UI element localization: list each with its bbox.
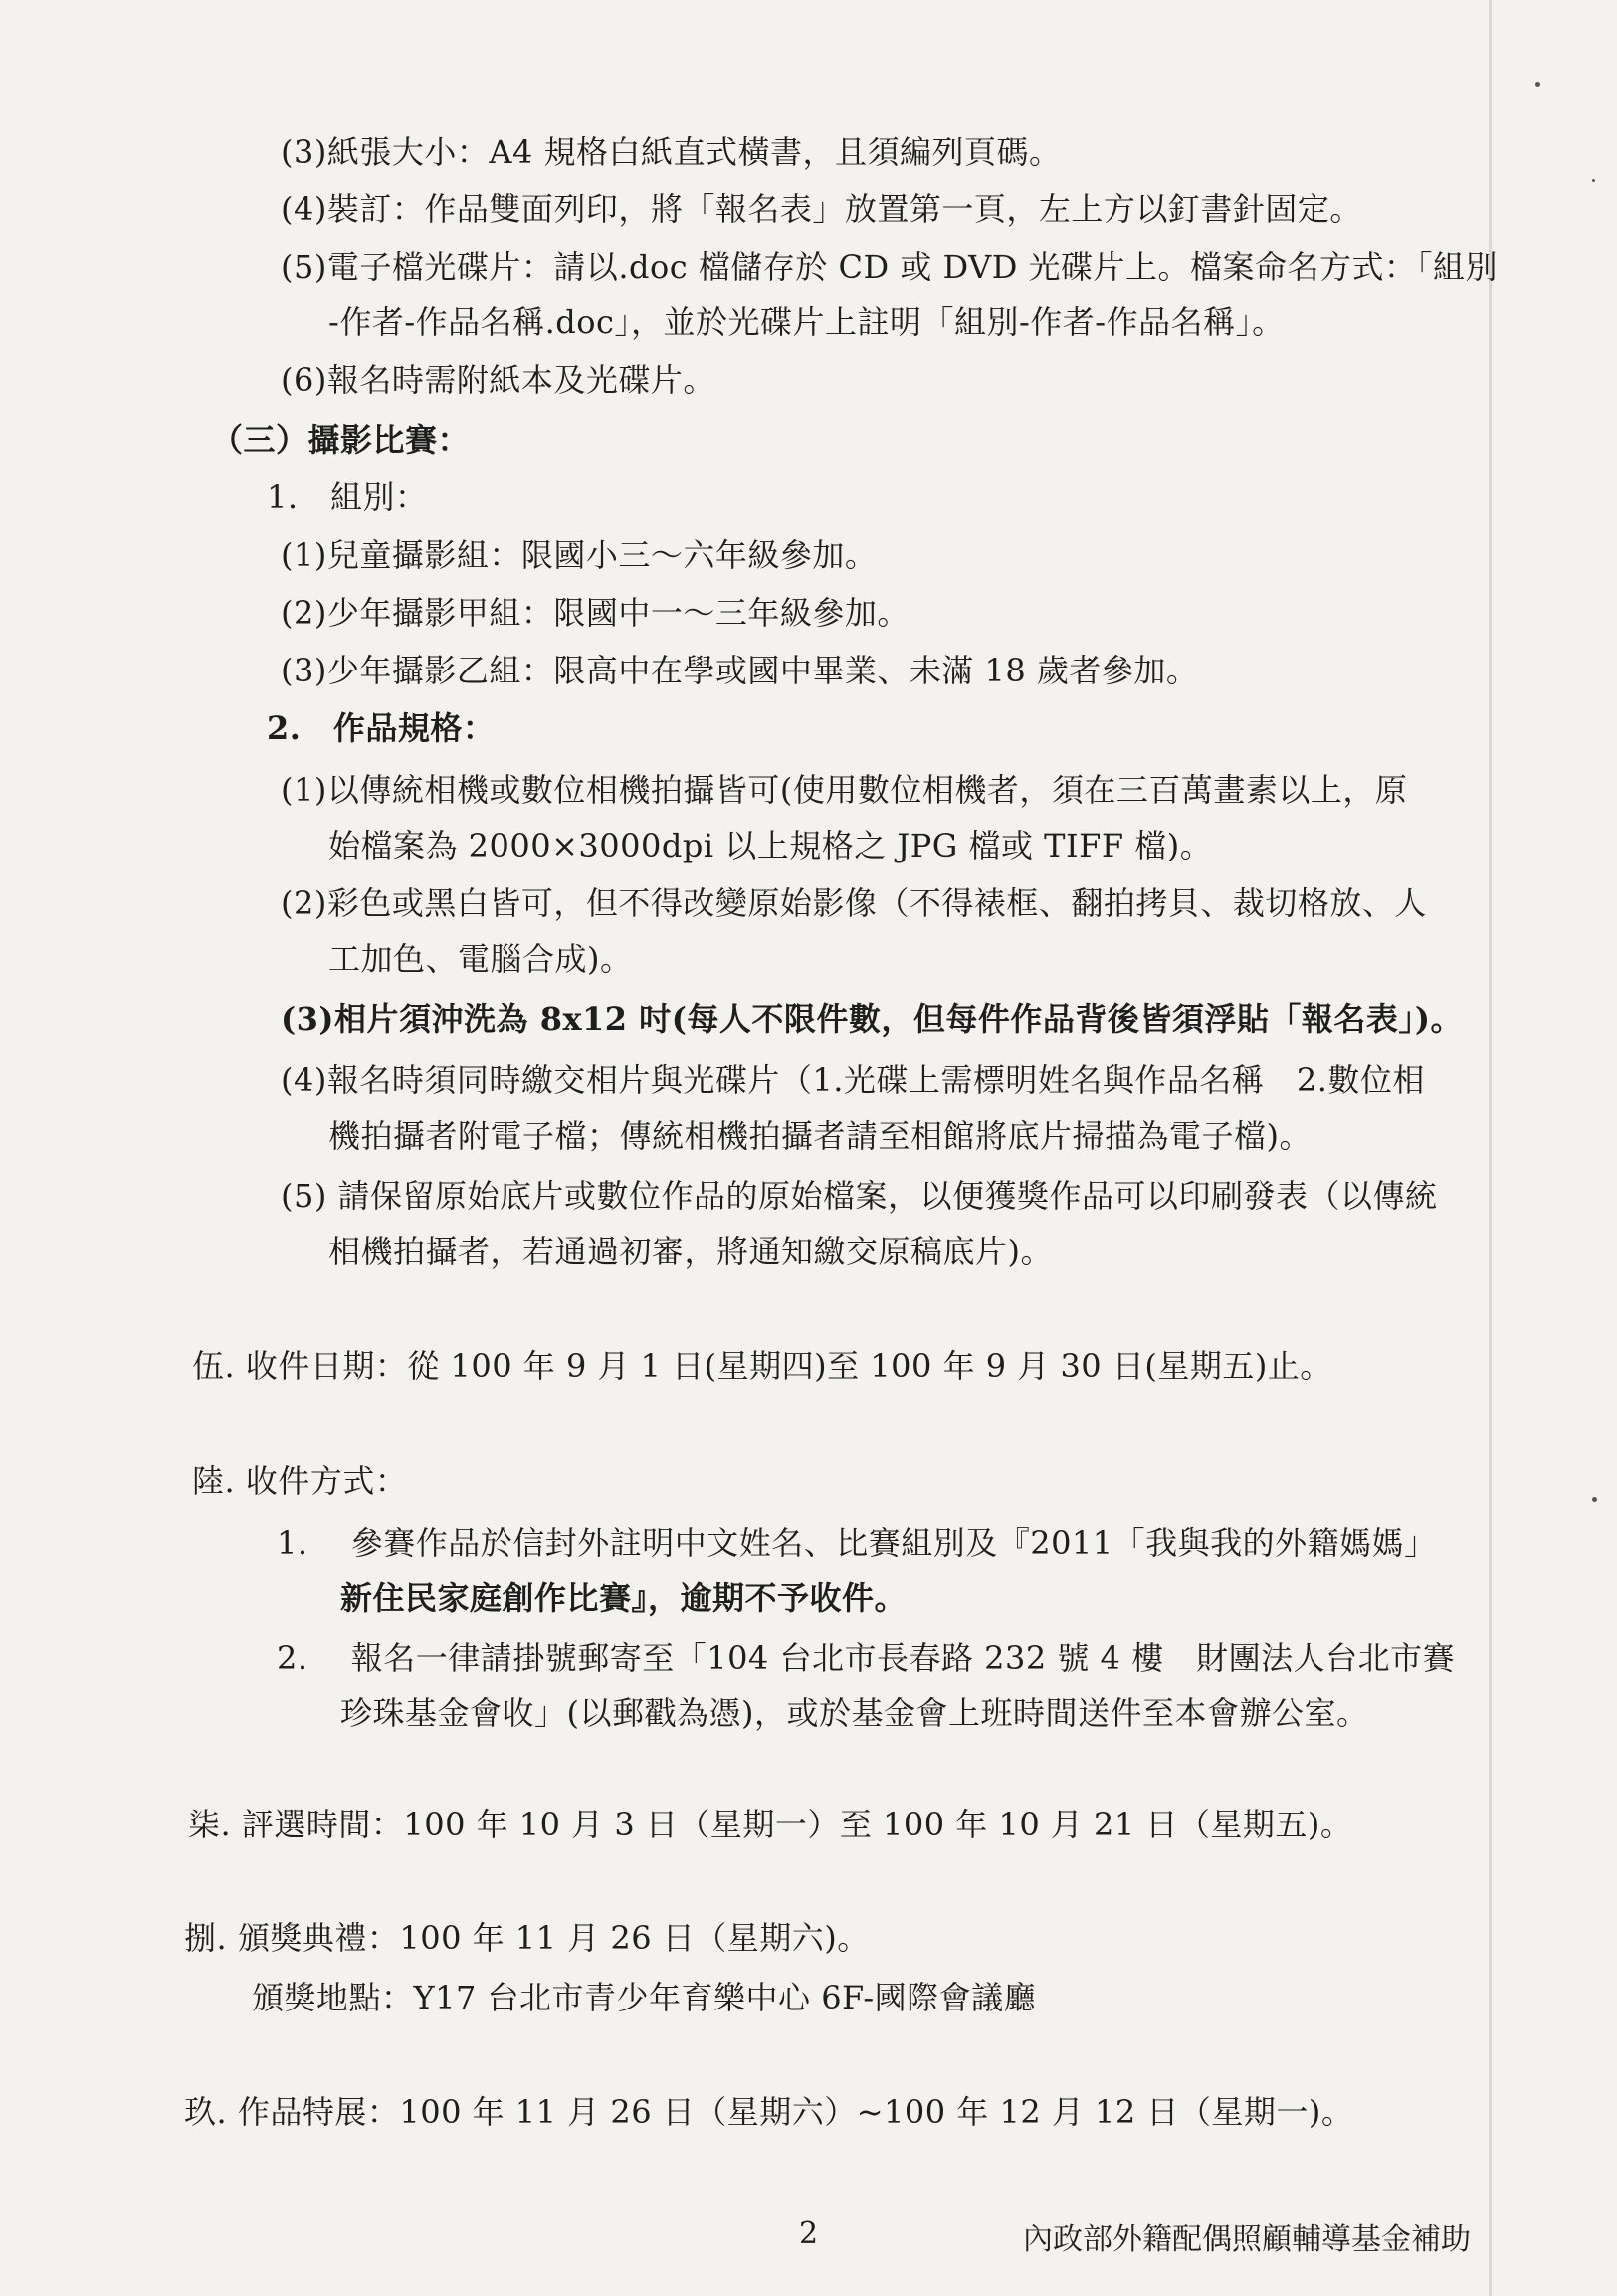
spec-camera: (1)以傳統相機或數位相機拍攝皆可(使用數位相機者，須在三百萬畫素以上，原 [281, 771, 1408, 809]
section-receipt-dates: 伍. 收件日期：從 100 年 9 月 1 日(星期四)至 100 年 9 月 30 日(星期五)止。 [192, 1347, 1332, 1385]
spec-title: 2. 作品規格： [267, 709, 496, 747]
receipt-item-1: 1. 參賽作品於信封外註明中文姓名、比賽組別及『2011「我與我的外籍媽媽」 [277, 1524, 1437, 1562]
section-award-ceremony: 捌. 頒獎典禮：100 年 11 月 26 日（星期六)。 [184, 1919, 870, 1957]
group-junior-b: (3)少年攝影乙組：限高中在學或國中畢業、未滿 18 歲者參加。 [281, 652, 1199, 689]
receipt-item-2: 2. 報名一律請掛號郵寄至「104 台北市長春路 232 號 4 樓 財團法人台北市賽 [277, 1639, 1456, 1677]
clause-binding: (4)裝訂：作品雙面列印，將「報名表」放置第一頁，左上方以釘書針固定。 [281, 190, 1362, 228]
group-children: (1)兒童攝影組：限國小三～六年級參加。 [281, 536, 878, 574]
clause-paper-size: (3)紙張大小：A4 規格白紙直式橫書，且須編列頁碼。 [281, 133, 1062, 171]
spec-color: (2)彩色或黑白皆可，但不得改變原始影像（不得裱框、翻拍拷貝、裁切格放、人 [281, 884, 1427, 922]
section-judging-time: 柒. 評選時間：100 年 10 月 3 日（星期一）至 100 年 10 月 21 日（星期五)。 [188, 1806, 1353, 1843]
scan-speck [1535, 82, 1540, 87]
award-venue: 頒獎地點：Y17 台北市青少年育樂中心 6F-國際會議廳 [252, 1979, 1037, 2016]
receipt-item-2-cont: 珍珠基金會收」(以郵戳為憑)，或於基金會上班時間送件至本會辦公室。 [340, 1694, 1369, 1732]
receipt-item-1-cont: 新住民家庭創作比賽』，逾期不予收件。 [340, 1579, 908, 1617]
page-edge-divider [1489, 0, 1492, 2296]
spec-originals: (5) 請保留原始底片或數位作品的原始檔案，以便獲獎作品可以印刷發表（以傳統 [281, 1177, 1438, 1215]
spec-originals-cont: 相機拍攝者，若通過初審，將通知繳交原稿底片)。 [328, 1233, 1053, 1270]
scan-speck [1592, 179, 1595, 182]
clause-digital-file: (5)電子檔光碟片：請以.doc 檔儲存於 CD 或 DVD 光碟片上。檔案命名方式：「組別 [281, 248, 1499, 286]
page-number: 2 [799, 2216, 819, 2251]
photo-contest-heading: （三）攝影比賽： [211, 421, 471, 459]
groups-title: 1. 組別： [267, 478, 428, 516]
spec-submission: (4)報名時須同時繳交相片與光碟片（1.光碟上需標明姓名與作品名稱 2.數位相 [281, 1061, 1425, 1099]
section-exhibition: 玖. 作品特展：100 年 11 月 26 日（星期六）~100 年 12 月 12 日（星期一)。 [184, 2093, 1354, 2131]
spec-color-cont: 工加色、電腦合成)。 [328, 940, 633, 978]
scan-speck [1592, 1497, 1597, 1502]
clause-attachments: (6)報名時需附紙本及光碟片。 [281, 361, 715, 399]
section-receipt-method: 陸. 收件方式： [192, 1462, 408, 1500]
group-junior-a: (2)少年攝影甲組：限國中一～三年級參加。 [281, 594, 910, 632]
spec-camera-cont: 始檔案為 2000×3000dpi 以上規格之 JPG 檔或 TIFF 檔)。 [328, 827, 1213, 864]
sponsor-footer: 內政部外籍配偶照顧輔導基金補助 [1023, 2222, 1471, 2257]
spec-print-size: (3)相片須沖洗為 8x12 吋(每人不限件數，但每件作品背後皆須浮貼「報名表」)。 [281, 1000, 1463, 1038]
clause-digital-file-cont: -作者-作品名稱.doc」，並於光碟片上註明「組別-作者-作品名稱」。 [328, 303, 1285, 341]
spec-submission-cont: 機拍攝者附電子檔；傳統相機拍攝者請至相館將底片掃描為電子檔)。 [328, 1117, 1312, 1155]
